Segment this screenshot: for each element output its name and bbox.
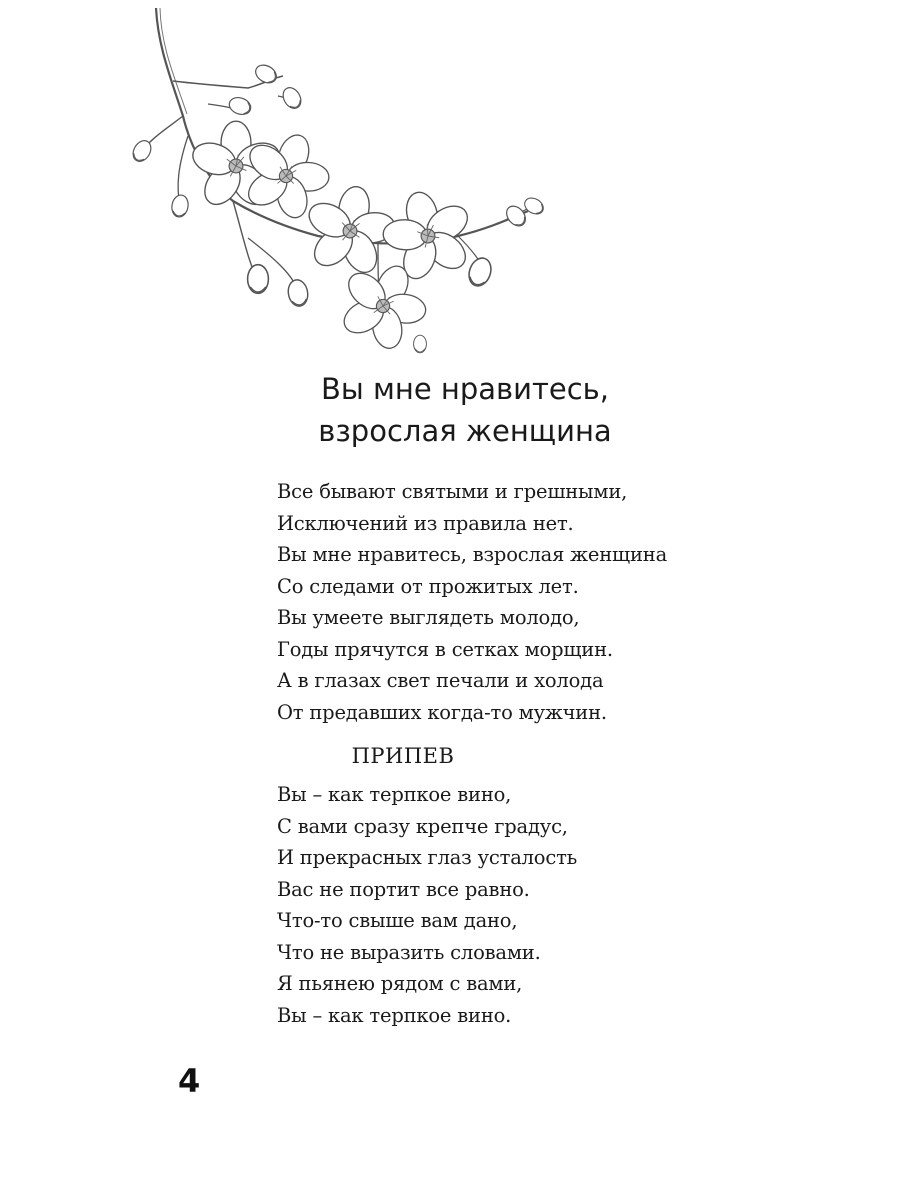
verse-line: От предавших когда-то мужчин. [277,700,607,724]
poem-title-line-2: взрослая женщина [318,414,612,448]
verse-line: Со следами от прожитых лет. [277,574,579,598]
chorus-line: С вами сразу крепче градус, [277,814,568,838]
chorus-line: Что не выразить словами. [277,940,541,964]
verse-stanza [277,476,667,728]
chorus-stanza [277,779,577,1031]
chorus-line: Что-то свыше вам дано, [277,909,518,932]
chorus-line: Вы – как терпкое вино. [277,1003,512,1027]
verse-line: Годы прячутся в сетках морщин. [277,637,613,661]
cherry-blossom-illustration [128,6,548,376]
chorus-line: Вы – как терпкое вино, [277,783,512,806]
chorus-line: Вас не портит все равно. [277,877,530,901]
chorus-line: Я пьянею рядом с вами, [277,972,523,995]
poem-title [0,368,900,452]
verse-line: Вы умеете выглядеть молодо, [277,606,580,629]
chorus-heading: ПРИПЕВ [351,744,455,768]
verse-line: Исключений из правила нет. [277,511,574,535]
chorus-line: И прекрасных глаз усталость [277,846,578,869]
verse-line: Вы мне нравитесь, взрослая женщина [277,543,667,566]
poem-title-line-1: Вы мне нравитесь, [321,372,609,406]
verse-line: Все бывают святыми и грешными, [277,480,628,503]
verse-line: А в глазах свет печали и холода [277,669,604,692]
page-number: 4 [178,1062,201,1100]
